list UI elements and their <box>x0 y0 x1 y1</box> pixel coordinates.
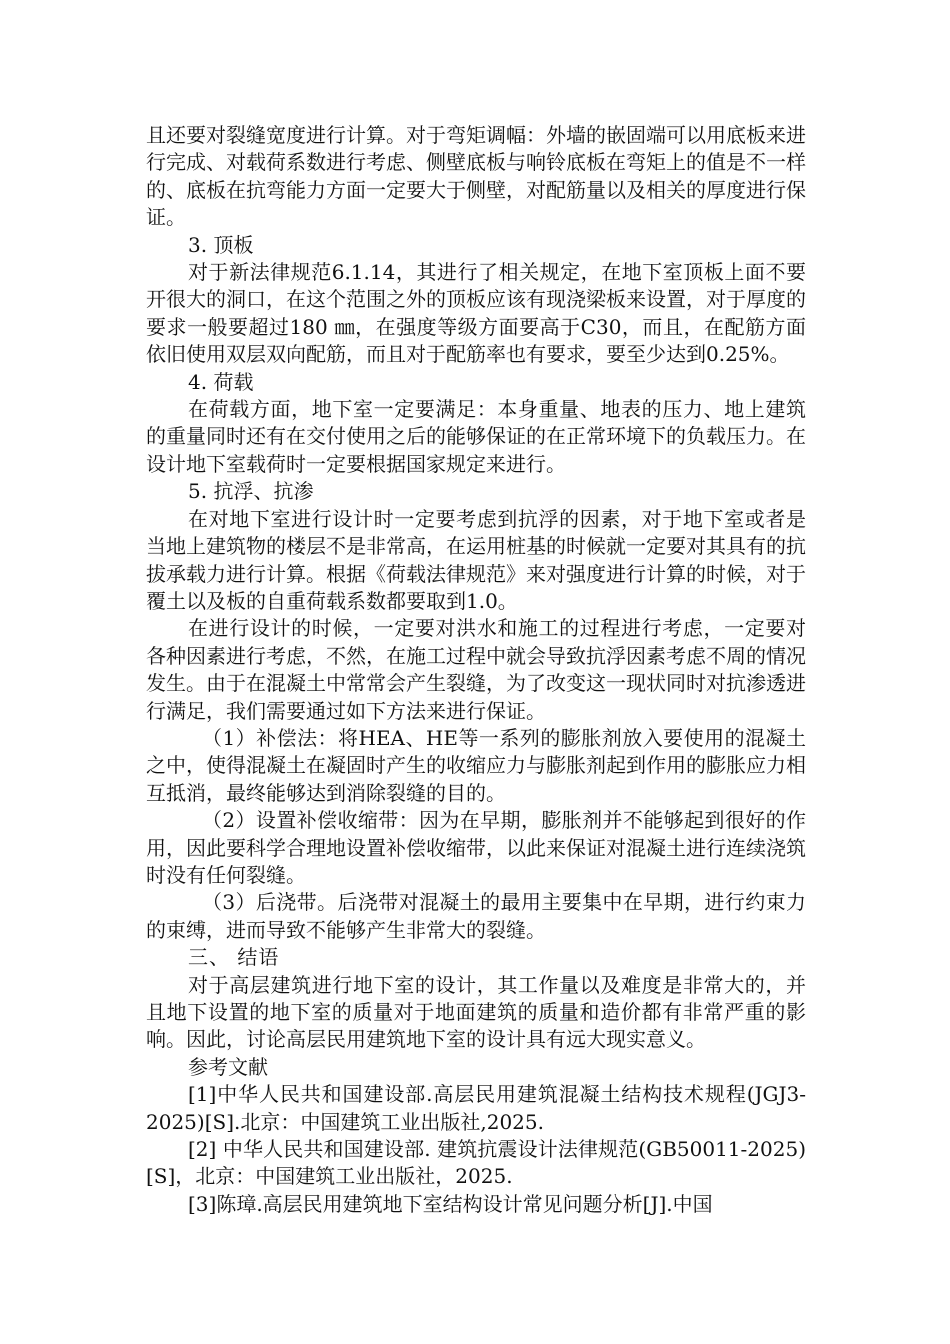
reference-1: [1]中华人民共和国建设部.高层民用建筑混凝土结构技术规程(JGJ3-2025)[S].北京：中国建筑工业出版社,2025. <box>146 1082 806 1134</box>
paragraph-roof-slab: 对于新法律规范6.1.14，其进行了相关规定，在地下室顶板上面不要开很大的洞口，在这个范围之外的顶板应该有现浇梁板来设置，对于厚度的要求一般要超过180 ㎜，在强度等级方面要高于C30，而且，在配筋方面依旧使用双层双向配筋，而且对于配筋率也有要求，要至少达到0.25%。 <box>146 260 806 367</box>
reference-3: [3]陈璋.高层民用建筑地下室结构设计常见问题分析[J].中国 <box>188 1191 713 1216</box>
paragraph-conclusion: 对于高层建筑进行地下室的设计，其工作量以及难度是非常大的，并且地下设置的地下室的质量对于地面建筑的质量和造价都有非常严重的影响。因此，讨论高层民用建筑地下室的设计具有远大现实意义。 <box>146 972 806 1052</box>
heading-load: 4. 荷载 <box>188 369 254 394</box>
paragraph-load: 在荷载方面，地下室一定要满足：本身重量、地表的压力、地上建筑的重量同时还有在交付使用之后的能够保证的在正常环境下的负载压力。在设计地下室载荷时一定要根据国家规定来进行。 <box>146 397 806 476</box>
paragraph-anti-seepage: 在进行设计的时候，一定要对洪水和施工的过程进行考虑，一定要对各种因素进行考虑，不然，在施工过程中就会导致抗浮因素考虑不周的情况发生。由于在混凝土中常常会产生裂缝，为了改变这一现状同时对抗渗透进行满足，我们需要通过如下方法来进行保证。 <box>146 616 806 723</box>
heading-anti-float: 5. 抗浮、抗渗 <box>188 479 314 504</box>
paragraph-method-2: （2）设置补偿收缩带：因为在早期，膨胀剂并不能够起到很好的作用，因此要科学合理地设置补偿收缩带，以此来保证对混凝土进行连续浇筑时没有任何裂缝。 <box>146 808 806 887</box>
paragraph-method-1: （1）补偿法：将HEA、HE等一系列的膨胀剂放入要使用的混凝土之中，使得混凝土在凝固时产生的收缩应力与膨胀剂起到作用的膨胀应力相互抵消，最终能够达到消除裂缝的目的。 <box>146 725 806 805</box>
heading-roof-slab: 3. 顶板 <box>188 232 254 257</box>
paragraph-method-3: （3）后浇带。后浇带对混凝土的最用主要集中在早期，进行约束力的束缚，进而导致不能够产生非常大的裂缝。 <box>146 890 806 942</box>
paragraph-moment-adjustment: 且还要对裂缝宽度进行计算。对于弯矩调幅：外墙的嵌固端可以用底板来进行完成、对载荷系数进行考虑、侧壁底板与响铃底板在弯矩上的值是不一样的、底板在抗弯能力方面一定要大于侧壁，对配筋量以及相关的厚度进行保证。 <box>146 123 806 230</box>
heading-conclusion: 三、 结语 <box>188 945 280 970</box>
paragraph-anti-float: 在对地下室进行设计时一定要考虑到抗浮的因素，对于地下室或者是当地上建筑物的楼层不是非常高，在运用桩基的时候就一定要对其具有的抗拔承载力进行计算。根据《荷载法律规范》来对强度进行计算的时候，对于覆土以及板的自重荷载系数都要取到1.0。 <box>146 506 806 613</box>
document-body <box>146 122 806 1218</box>
heading-references: 参考文献 <box>188 1054 268 1079</box>
reference-2: [2] 中华人民共和国建设部. 建筑抗震设计法律规范(GB50011-2025)[S]，北京：中国建筑工业出版社，2025. <box>146 1137 806 1189</box>
